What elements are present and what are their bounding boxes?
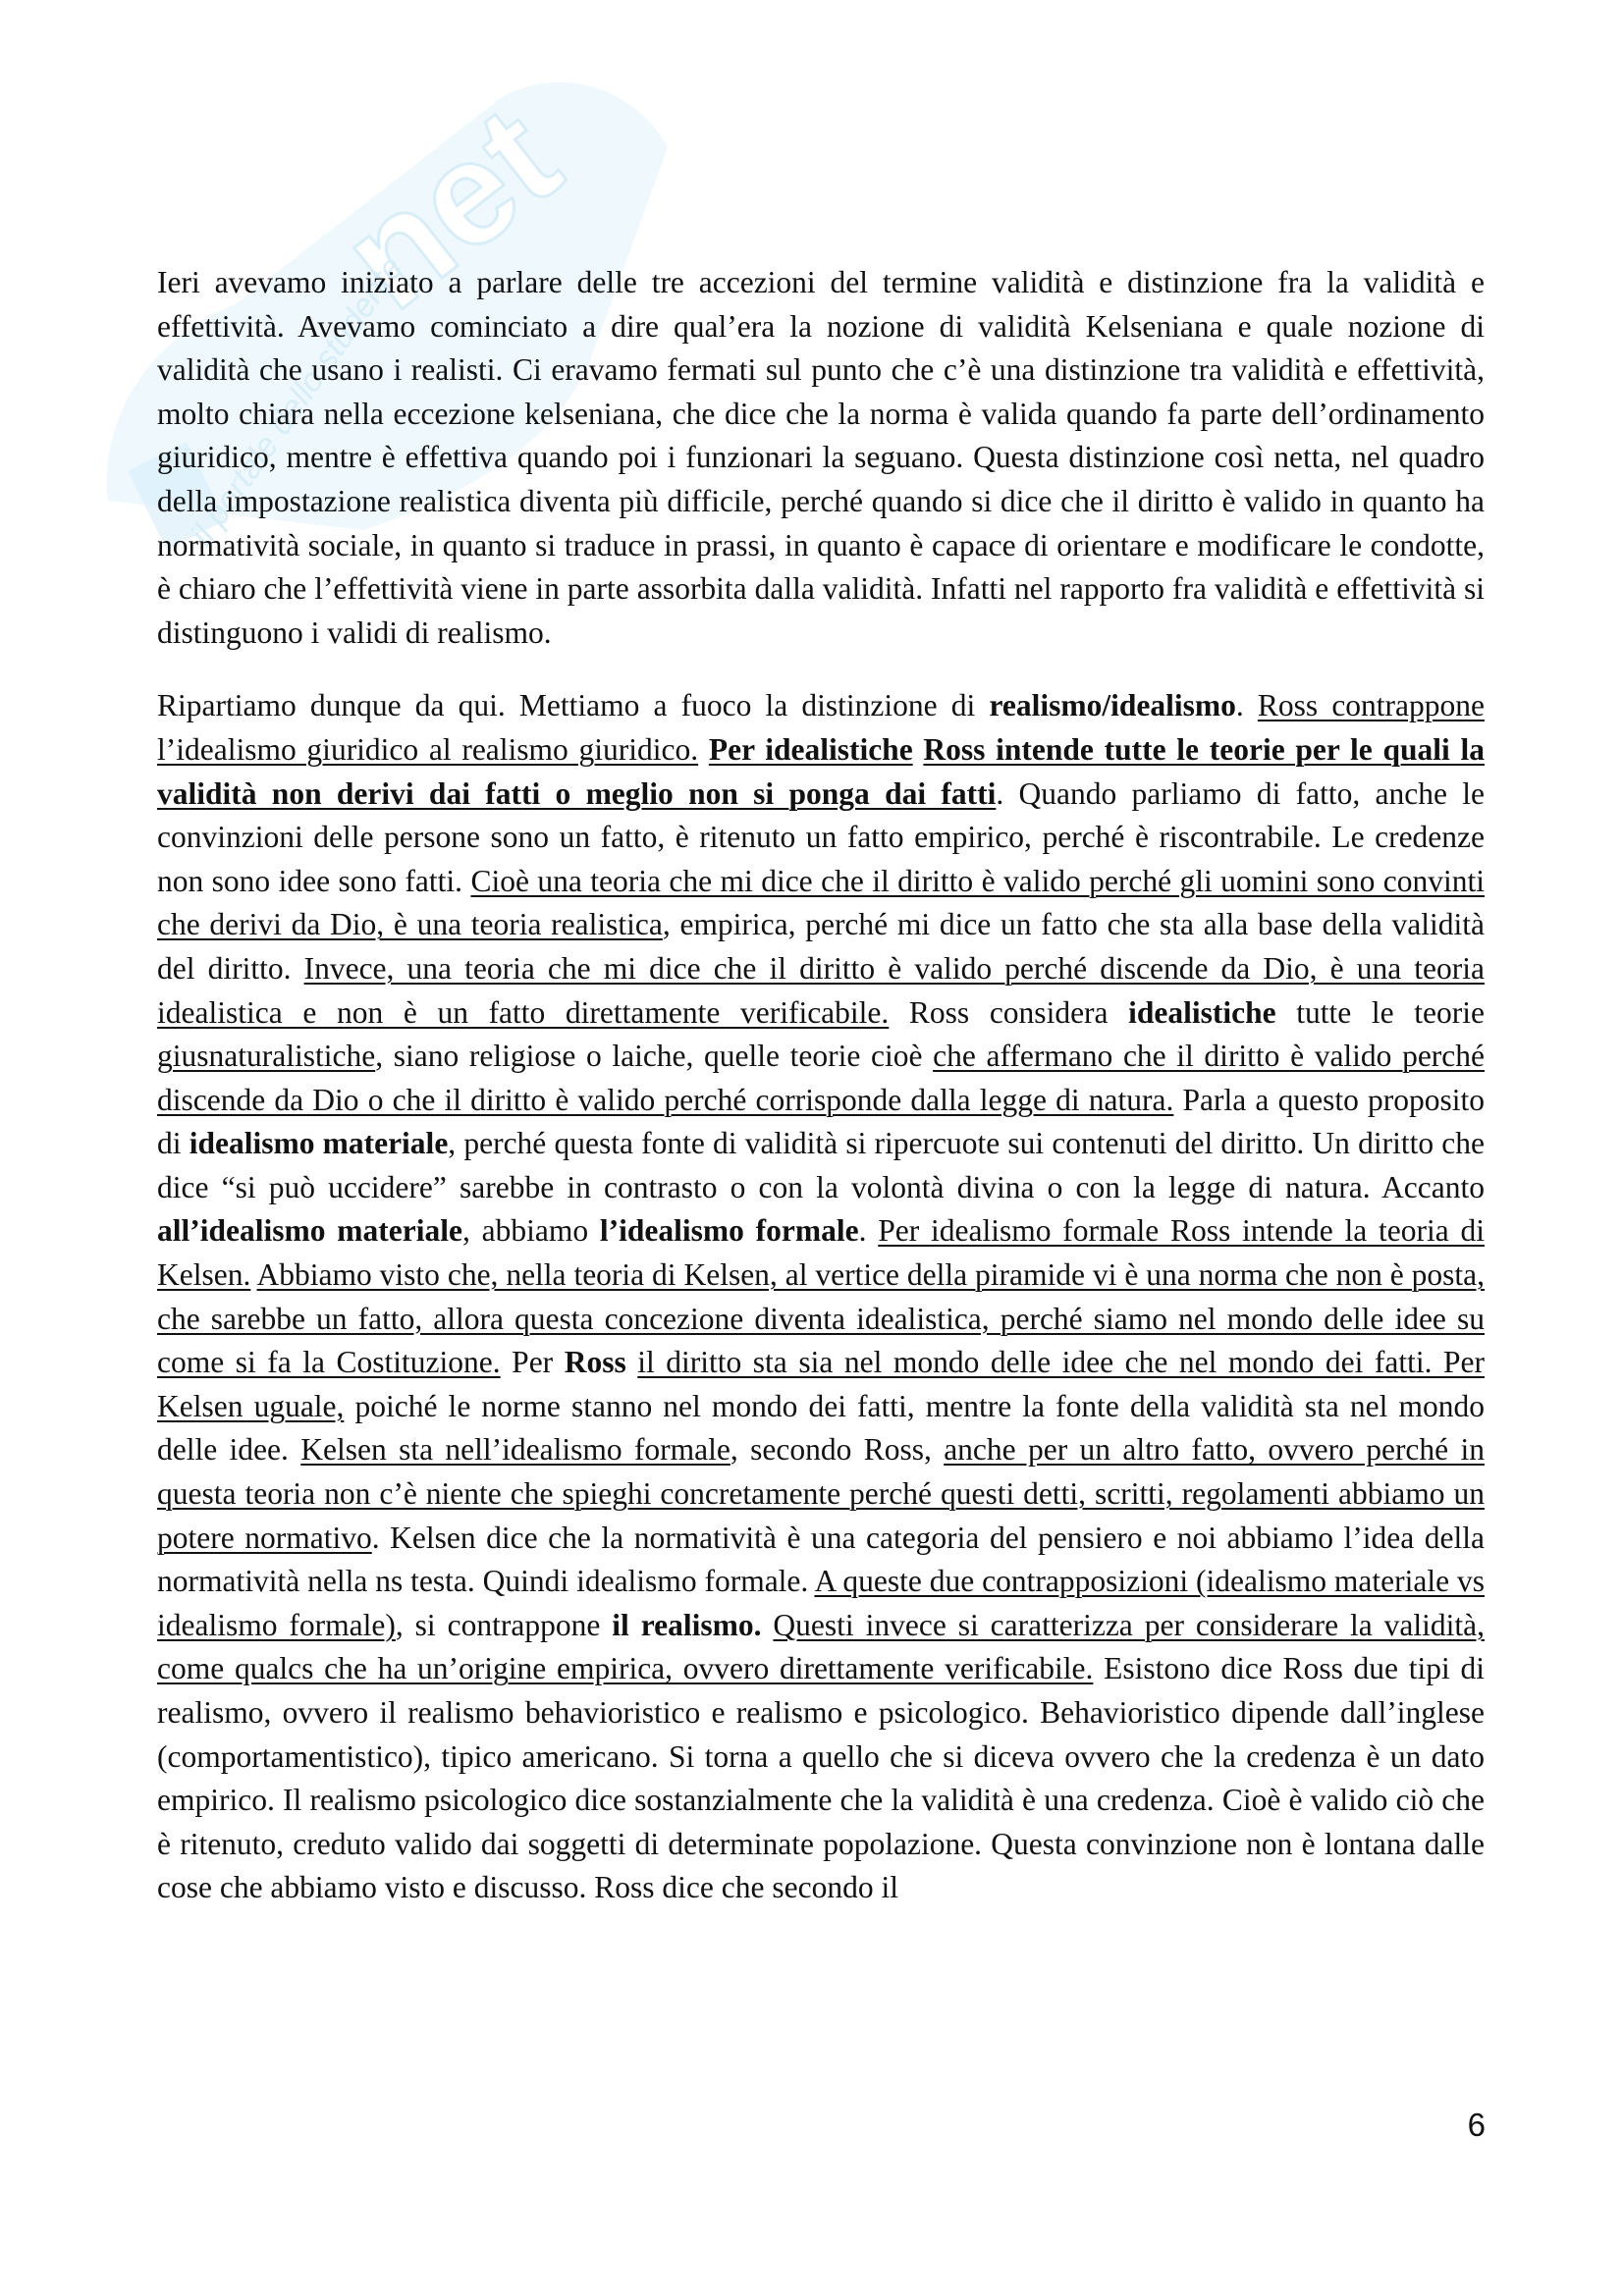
text-run: Cioè una teoria che mi dice che il diritto è valido perché gli uomini sono convinti che derivi da Dio, è una teoria realistica	[157, 863, 1485, 942]
text-run: Esistono dice Ross due tipi di realismo, ovvero il realismo behavioristico e realismo e psicologico. Behavioristico dipende dall’inglese (comportamentistico), tipico americano. Si torna a quello che si diceva ovvero che la credenza è un dato empirico. Il realismo psicologico dice sostanzialmente che la validità è una credenza. Cioè è valido ciò che è ritenuto, creduto valido dai soggetti di determinate popolazione. Questa convinzione non è lontana dalle cose che abbiamo visto e discusso. Ross dice che secondo il	[157, 1651, 1486, 1905]
text-run: Per	[500, 1345, 565, 1380]
text-run: il diritto sta sia nel mondo delle idee che nel mondo dei fatti. Per Kelsen uguale,	[157, 1345, 1486, 1423]
text-run: , empirica, perché mi dice un fatto che sta alla base della validità del diritto.	[157, 907, 1485, 986]
text-run: , secondo Ross,	[730, 1432, 945, 1468]
text-run: Questi invece si caratterizza per considerare la validità, come qualcs che ha un’origine empirica, ovvero direttamente verificabile.	[157, 1607, 1486, 1686]
text-run: Invece, una teoria che mi dice che il diritto è valido perché discende da Dio, è una teoria idealistica e non è un fatto direttamente verificabile.	[157, 950, 1486, 1030]
paragraph-1	[157, 261, 1485, 655]
text-run: , perché questa fonte di validità si ripercuote sui contenuti del diritto. Un diritto che dice “si può uccidere” sarebbe in contrasto o con la volontà divina o con la legge di natura. Accanto	[157, 1126, 1485, 1204]
text-run: Ross	[564, 1345, 626, 1380]
text-run: tutte le teorie	[1275, 994, 1485, 1030]
text-run: Ross intende tutte le teorie per le quali la validità non derivi dai fatti o meglio non si ponga dai fatti	[157, 731, 1485, 811]
text-run: Ross contrappone l’idealismo giuridico al realismo giuridico.	[157, 688, 1486, 767]
text-run: .	[1235, 688, 1258, 723]
text-run: Kelsen sta nell’idealismo formale	[300, 1432, 730, 1468]
text-run: che affermano che il diritto è valido perché discende da Dio o che il diritto è valido perché corrisponde dalla legge di natura.	[157, 1039, 1485, 1117]
text-run: idealistiche	[1128, 994, 1276, 1030]
text-run: l’idealismo formale	[599, 1213, 859, 1249]
text-run: . Kelsen dice che la normatività è una categoria del pensiero e noi abbiamo l’idea della normatività nella ns testa. Quindi idealismo formale.	[157, 1520, 1485, 1599]
text-run: , abbiamo	[461, 1213, 600, 1249]
text-run	[913, 732, 924, 767]
text-run: giusnaturalistiche	[157, 1039, 376, 1074]
text-run: realismo/idealismo	[989, 688, 1236, 723]
text-run: idealismo materiale	[189, 1126, 449, 1161]
text-run: Per idealismo formale Ross intende la teoria di Kelsen.	[157, 1213, 1485, 1293]
page-number: 6	[1467, 2107, 1486, 2143]
text-run	[761, 1608, 773, 1642]
text-run: .	[858, 1213, 879, 1249]
text-run: A queste due contrapposizioni (idealismo materiale vs idealismo formale)	[157, 1564, 1485, 1642]
text-run: Per idealistiche	[708, 731, 913, 767]
watermark-tagline: il portale dello studente	[183, 249, 411, 553]
text-run: Ieri avevamo iniziato a parlare delle tre accezioni del termine validità e distinzione fra la validità e effettività. Avevamo cominciato a dire qual’era la nozione di validità Kelseniana e quale nozione di validità che usano i realisti. Ci eravamo fermati sul punto che c’è una distinzione tra validità e effettività, molto chiara nella eccezione kelseniana, che dice che la norma è valida quando fa parte dell’ordinamento giuridico, mentre è effettiva quando poi i funzionari la seguano. Questa distinzione così netta, nel quadro della impostazione realistica diventa più difficile, perché quando si dice che il diritto è valido in quanto ha normatività sociale, in quanto si traduce in prassi, in quanto è capace di orientare e modificare le condotte, è chiaro che l’effettività viene in parte assorbita dalla validità. Infatti nel rapporto fra validità e effettività si distinguono i validi di realismo.	[157, 265, 1485, 650]
text-run: Parla a questo proposito di	[157, 1082, 1485, 1161]
text-run: poiché le norme stanno nel mondo dei fatti, mentre la fonte della validità sta nel mondo delle idee.	[157, 1388, 1485, 1468]
text-run: , si contrappone	[395, 1607, 613, 1642]
text-run: anche per un altro fatto, ovvero perché in questa teoria non c’è niente che spieghi concretamente perché questi detti, scritti, regolamenti abbiamo un potere normativo	[157, 1432, 1485, 1555]
page-body	[157, 261, 1485, 1910]
text-run: , siano religiose o laiche, quelle teorie cioè	[375, 1039, 934, 1074]
text-run: il realismo.	[612, 1607, 762, 1642]
text-run	[698, 732, 709, 767]
text-run: Ross considera	[889, 994, 1129, 1030]
paragraph-2	[157, 684, 1485, 1910]
watermark-brand: net	[311, 74, 588, 341]
text-run: . Quando parliamo di fatto, anche le convinzioni delle persone sono un fatto, è ritenuto un fatto empirico, perché è riscontrabile. Le credenze non sono idee sono fatti.	[157, 775, 1485, 898]
text-run: all’idealismo materiale	[157, 1213, 462, 1249]
text-run: Abbiamo visto che, nella teoria di Kelsen, al vertice della piramide vi è una norma che non è posta, che sarebbe un fatto, allora questa concezione diventa idealistica, perché siamo nel mondo delle idee su come si fa la Costituzione.	[157, 1257, 1485, 1380]
text-run	[626, 1345, 638, 1379]
text-run: Ripartiamo dunque da qui. Mettiamo a fuoco la distinzione di	[157, 688, 990, 723]
